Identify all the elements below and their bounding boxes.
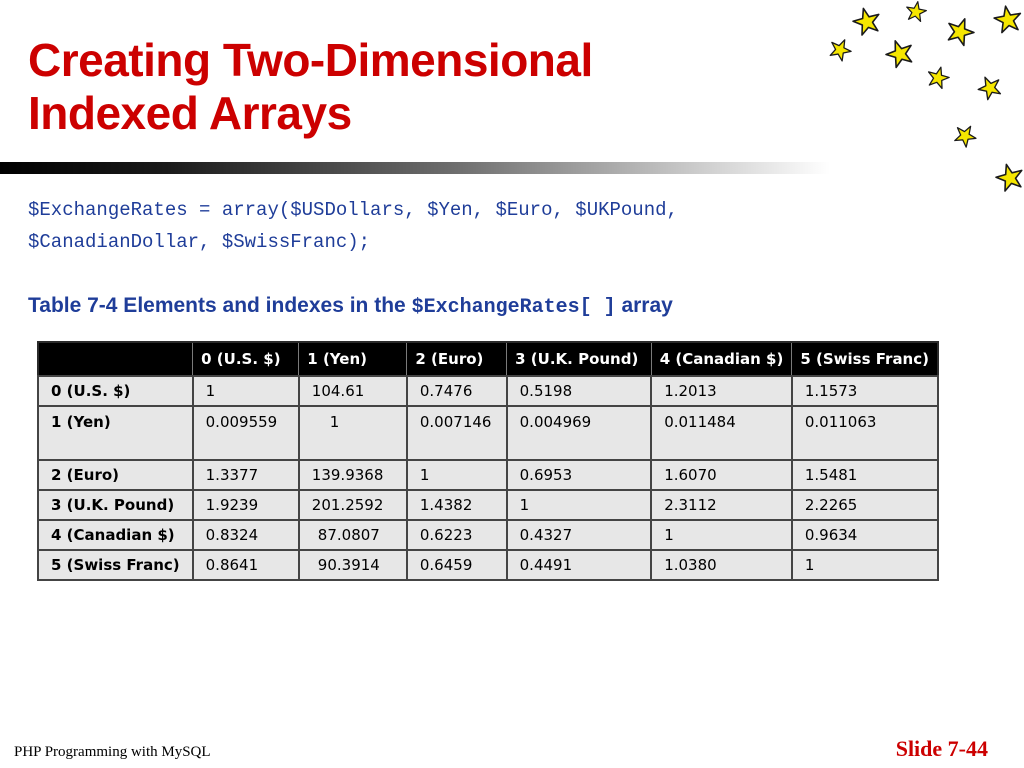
table-cell: 90.3914 [299, 550, 407, 580]
table-cell: 1.9239 [193, 490, 299, 520]
table-cell: 1 [193, 376, 299, 406]
table-cell: 0.6459 [407, 550, 507, 580]
star-icon [951, 121, 980, 149]
slide-title [28, 34, 593, 140]
star-icon [925, 64, 951, 89]
star-icon [944, 14, 978, 47]
table-cell: 1 [651, 520, 792, 550]
header-cell: 0 (U.S. $) [193, 342, 299, 376]
row-header-cell: 0 (U.S. $) [38, 376, 193, 406]
footer-slide-number: Slide 7-44 [895, 736, 988, 761]
table-row [38, 490, 938, 520]
header-cell: 2 (Euro) [407, 342, 507, 376]
table-cell: 1.6070 [651, 460, 792, 490]
star-icon [851, 5, 883, 36]
table-cell: 2.3112 [651, 490, 792, 520]
star-icon [883, 36, 917, 69]
code-line-2: $CanadianDollar, $SwissFranc); [28, 231, 371, 253]
table-cell: 0.4327 [507, 520, 652, 550]
star-icon [994, 161, 1024, 192]
row-header-cell: 2 (Euro) [38, 460, 193, 490]
header-cell: 1 (Yen) [299, 342, 407, 376]
code-block [28, 194, 678, 258]
table-cell: 1.5481 [792, 460, 938, 490]
table-cell: 0.5198 [507, 376, 652, 406]
table-cell: 1.3377 [193, 460, 299, 490]
table-cell: 0.6223 [407, 520, 507, 550]
table-cell: 0.8324 [193, 520, 299, 550]
table-row [38, 376, 938, 406]
table-cell: 87.0807 [299, 520, 407, 550]
table-cell: 1 [299, 406, 407, 460]
code-line-1: $ExchangeRates = array($USDollars, $Yen, $Euro, $UKPound, [28, 199, 678, 221]
table-cell: 139.9368 [299, 460, 407, 490]
table-cell: 2.2265 [792, 490, 938, 520]
star-icon [975, 72, 1005, 101]
slide-title-line-2: Indexed Arrays [28, 87, 352, 139]
table-cell: 1.1573 [792, 376, 938, 406]
table-cell: 0.4491 [507, 550, 652, 580]
row-header-cell: 4 (Canadian $) [38, 520, 193, 550]
header-cell: 3 (U.K. Pound) [507, 342, 652, 376]
title-divider [0, 162, 830, 174]
table-cell: 1 [407, 460, 507, 490]
exchange-rates-table [37, 341, 939, 581]
table-cell: 1 [792, 550, 938, 580]
table-cell: 104.61 [299, 376, 407, 406]
table-cell: 0.8641 [193, 550, 299, 580]
table-cell: 0.9634 [792, 520, 938, 550]
table-cell: 0.6953 [507, 460, 652, 490]
caption-suffix: array [615, 294, 673, 317]
footer-course-name: PHP Programming with MySQL [14, 744, 211, 760]
row-header-cell: 3 (U.K. Pound) [38, 490, 193, 520]
table-cell: 0.011063 [792, 406, 938, 460]
star-icon [992, 4, 1023, 34]
table-header-row [38, 342, 938, 376]
stars-decoration [820, 0, 1024, 200]
table-cell: 0.011484 [651, 406, 792, 460]
table-cell: 1.4382 [407, 490, 507, 520]
table-caption [28, 294, 673, 319]
table-cell: 0.004969 [507, 406, 652, 460]
table-cell: 1.2013 [651, 376, 792, 406]
table-cell: 0.007146 [407, 406, 507, 460]
row-header-cell: 1 (Yen) [38, 406, 193, 460]
table-cell: 0.7476 [407, 376, 507, 406]
table-row [38, 550, 938, 580]
table-row [38, 406, 938, 460]
table-row [38, 520, 938, 550]
table-cell: 201.2592 [299, 490, 407, 520]
star-icon [827, 35, 855, 62]
header-cell: 4 (Canadian $) [651, 342, 792, 376]
caption-code: $ExchangeRates[ ] [411, 296, 616, 319]
table-cell: 0.009559 [193, 406, 299, 460]
caption-prefix: Table 7-4 Elements and indexes in the [28, 294, 412, 317]
slide-title-line-1: Creating Two-Dimensional [28, 34, 593, 86]
table-row [38, 460, 938, 490]
table-cell: 1.0380 [651, 550, 792, 580]
star-icon [905, 0, 928, 22]
header-cell: 5 (Swiss Franc) [792, 342, 938, 376]
table-cell: 1 [507, 490, 652, 520]
row-header-cell: 5 (Swiss Franc) [38, 550, 193, 580]
header-cell-corner [38, 342, 193, 376]
